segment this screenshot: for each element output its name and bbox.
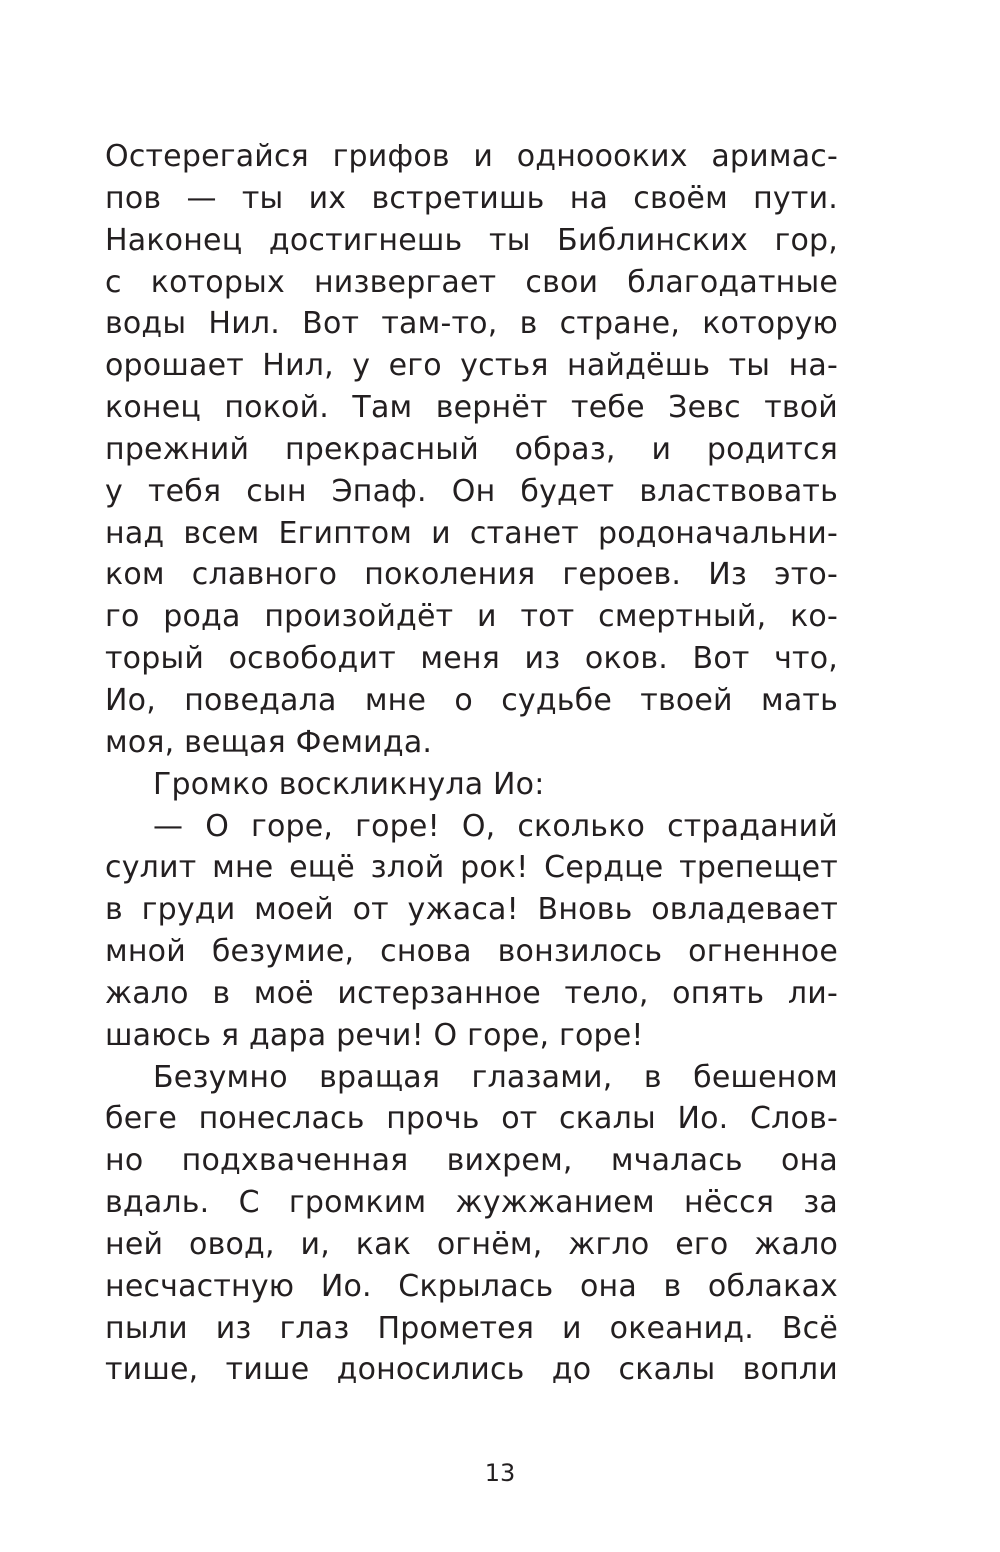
text-line: моя, вещая Фемида. bbox=[105, 724, 433, 760]
text-line: жало в моё истерзанное тело, опять ли- bbox=[105, 975, 838, 1011]
text-line: пов — ты их встретишь на своём пути. bbox=[105, 180, 838, 216]
text-line: конец покой. Там вернёт тебе Зевс твой bbox=[105, 390, 838, 426]
text-line: несчастную Ио. Скрылась она в облаках bbox=[105, 1268, 838, 1304]
text-line: у тебя сын Эпаф. Он будет властвовать bbox=[105, 473, 838, 509]
body-text bbox=[105, 136, 838, 1391]
text-line: Безумно вращая глазами, в бешеном bbox=[153, 1059, 838, 1095]
text-line: мной безумие, снова вонзилось огненное bbox=[105, 934, 838, 970]
text-line: с которых низвергает свои благодатные bbox=[105, 264, 838, 300]
text-line: беге понеслась прочь от скалы Ио. Слов- bbox=[105, 1101, 838, 1137]
text-line: торый освободит меня из оков. Вот что, bbox=[105, 641, 838, 677]
text-line: шаюсь я дара речи! О горе, горе! bbox=[105, 1017, 644, 1053]
text-line: над всем Египтом и станет родоначальни- bbox=[105, 515, 838, 551]
text-line: Наконец достигнешь ты Библинских гор, bbox=[105, 222, 838, 258]
text-line: пыли из глаз Прометея и океанид. Всё bbox=[105, 1310, 838, 1346]
text-line: го рода произойдёт и тот смертный, ко- bbox=[105, 599, 838, 635]
text-line: тише, тише доносились до скалы вопли bbox=[105, 1352, 838, 1388]
text-line: Громко воскликнула Ио: bbox=[153, 766, 545, 802]
text-line: сулит мне ещё злой рок! Сердце трепещет bbox=[105, 850, 838, 886]
text-line: в груди моей от ужаса! Вновь овладевает bbox=[105, 892, 838, 928]
text-line: воды Нил. Вот там-то, в стране, которую bbox=[105, 306, 838, 342]
text-line: ком славного поколения героев. Из это- bbox=[105, 557, 838, 593]
text-line: вдаль. С громким жужжанием нёсся за bbox=[105, 1185, 838, 1221]
text-line: — О горе, горе! О, сколько страданий bbox=[153, 808, 838, 844]
text-line: Остерегайся грифов и одноооких аримас- bbox=[105, 139, 838, 174]
text-line: орошает Нил, у его устья найдёшь ты на- bbox=[105, 348, 838, 384]
text-line: прежний прекрасный образ, и родится bbox=[105, 431, 838, 467]
text-line: ней овод, и, как огнём, жгло его жало bbox=[105, 1226, 838, 1262]
text-line: Ио, поведала мне о судьбе твоей мать bbox=[105, 682, 838, 718]
page-number: 13 bbox=[484, 1459, 516, 1487]
text-line: но подхваченная вихрем, мчалась она bbox=[105, 1143, 838, 1179]
